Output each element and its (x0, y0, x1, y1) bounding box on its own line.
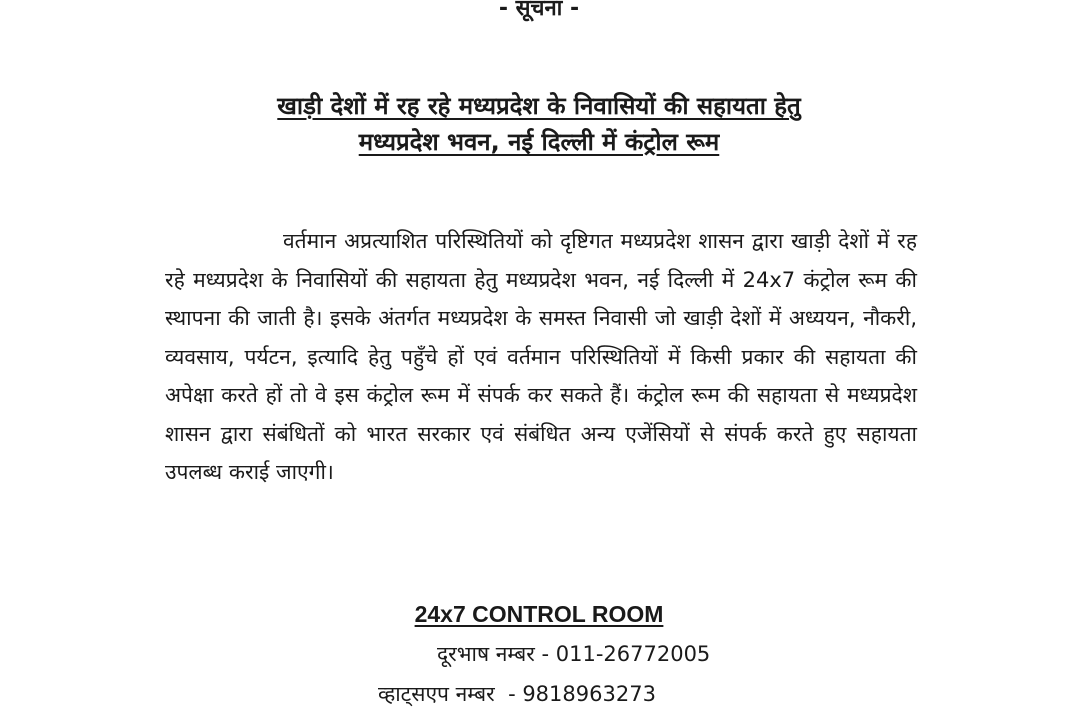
title-line-1: खाड़ी देशों में रह रहे मध्यप्रदेश के निवासियों की सहायता हेतु (277, 92, 801, 120)
phone-number-line: दूरभाष नम्बर - 011-26772005 (437, 642, 711, 666)
title-line-2: मध्यप्रदेश भवन, नई दिल्ली में कंट्रोल रूम (358, 128, 720, 156)
notice-header: - सूचना - (498, 0, 580, 21)
notice-body: वर्तमान अप्रत्याशित परिस्थितियों को दृष्टिगत मध्यप्रदेश शासन द्वारा खाड़ी देशों में रह रहे मध्यप्रदेश के निवासियों की सहायता हेतु मध्यप्रदेश भवन, नई दिल्ली में 24x7 कंट्रोल रूम की स्थापना की जाती है। इसके अंतर्गत मध्यप्रदेश के समस्त निवासी जो खाड़ी देशों में अध्ययन, नौकरी, व्यवसाय, पर्यटन, इत्यादि हेतु पहुँचे हों एवं वर्तमान परिस्थितियों में किसी प्रकार की सहायता की अपेक्षा करते हों तो वे इस कंट्रोल रूम में संपर्क कर सकते हैं। कंट्रोल रूम की सहायता से मध्यप्रदेश शासन द्वारा संबंधितों को भारत सरकार एवं संबंधित अन्य एजेंसियों से संपर्क करते हुए सहायता उपलब्ध कराई जाएगी। (165, 229, 917, 484)
control-room-heading: 24x7 CONTROL ROOM (414, 601, 664, 627)
whatsapp-number-line: व्हाट्सएप नम्बर - 9818963273 (378, 682, 656, 706)
notice-title (120, 88, 958, 160)
